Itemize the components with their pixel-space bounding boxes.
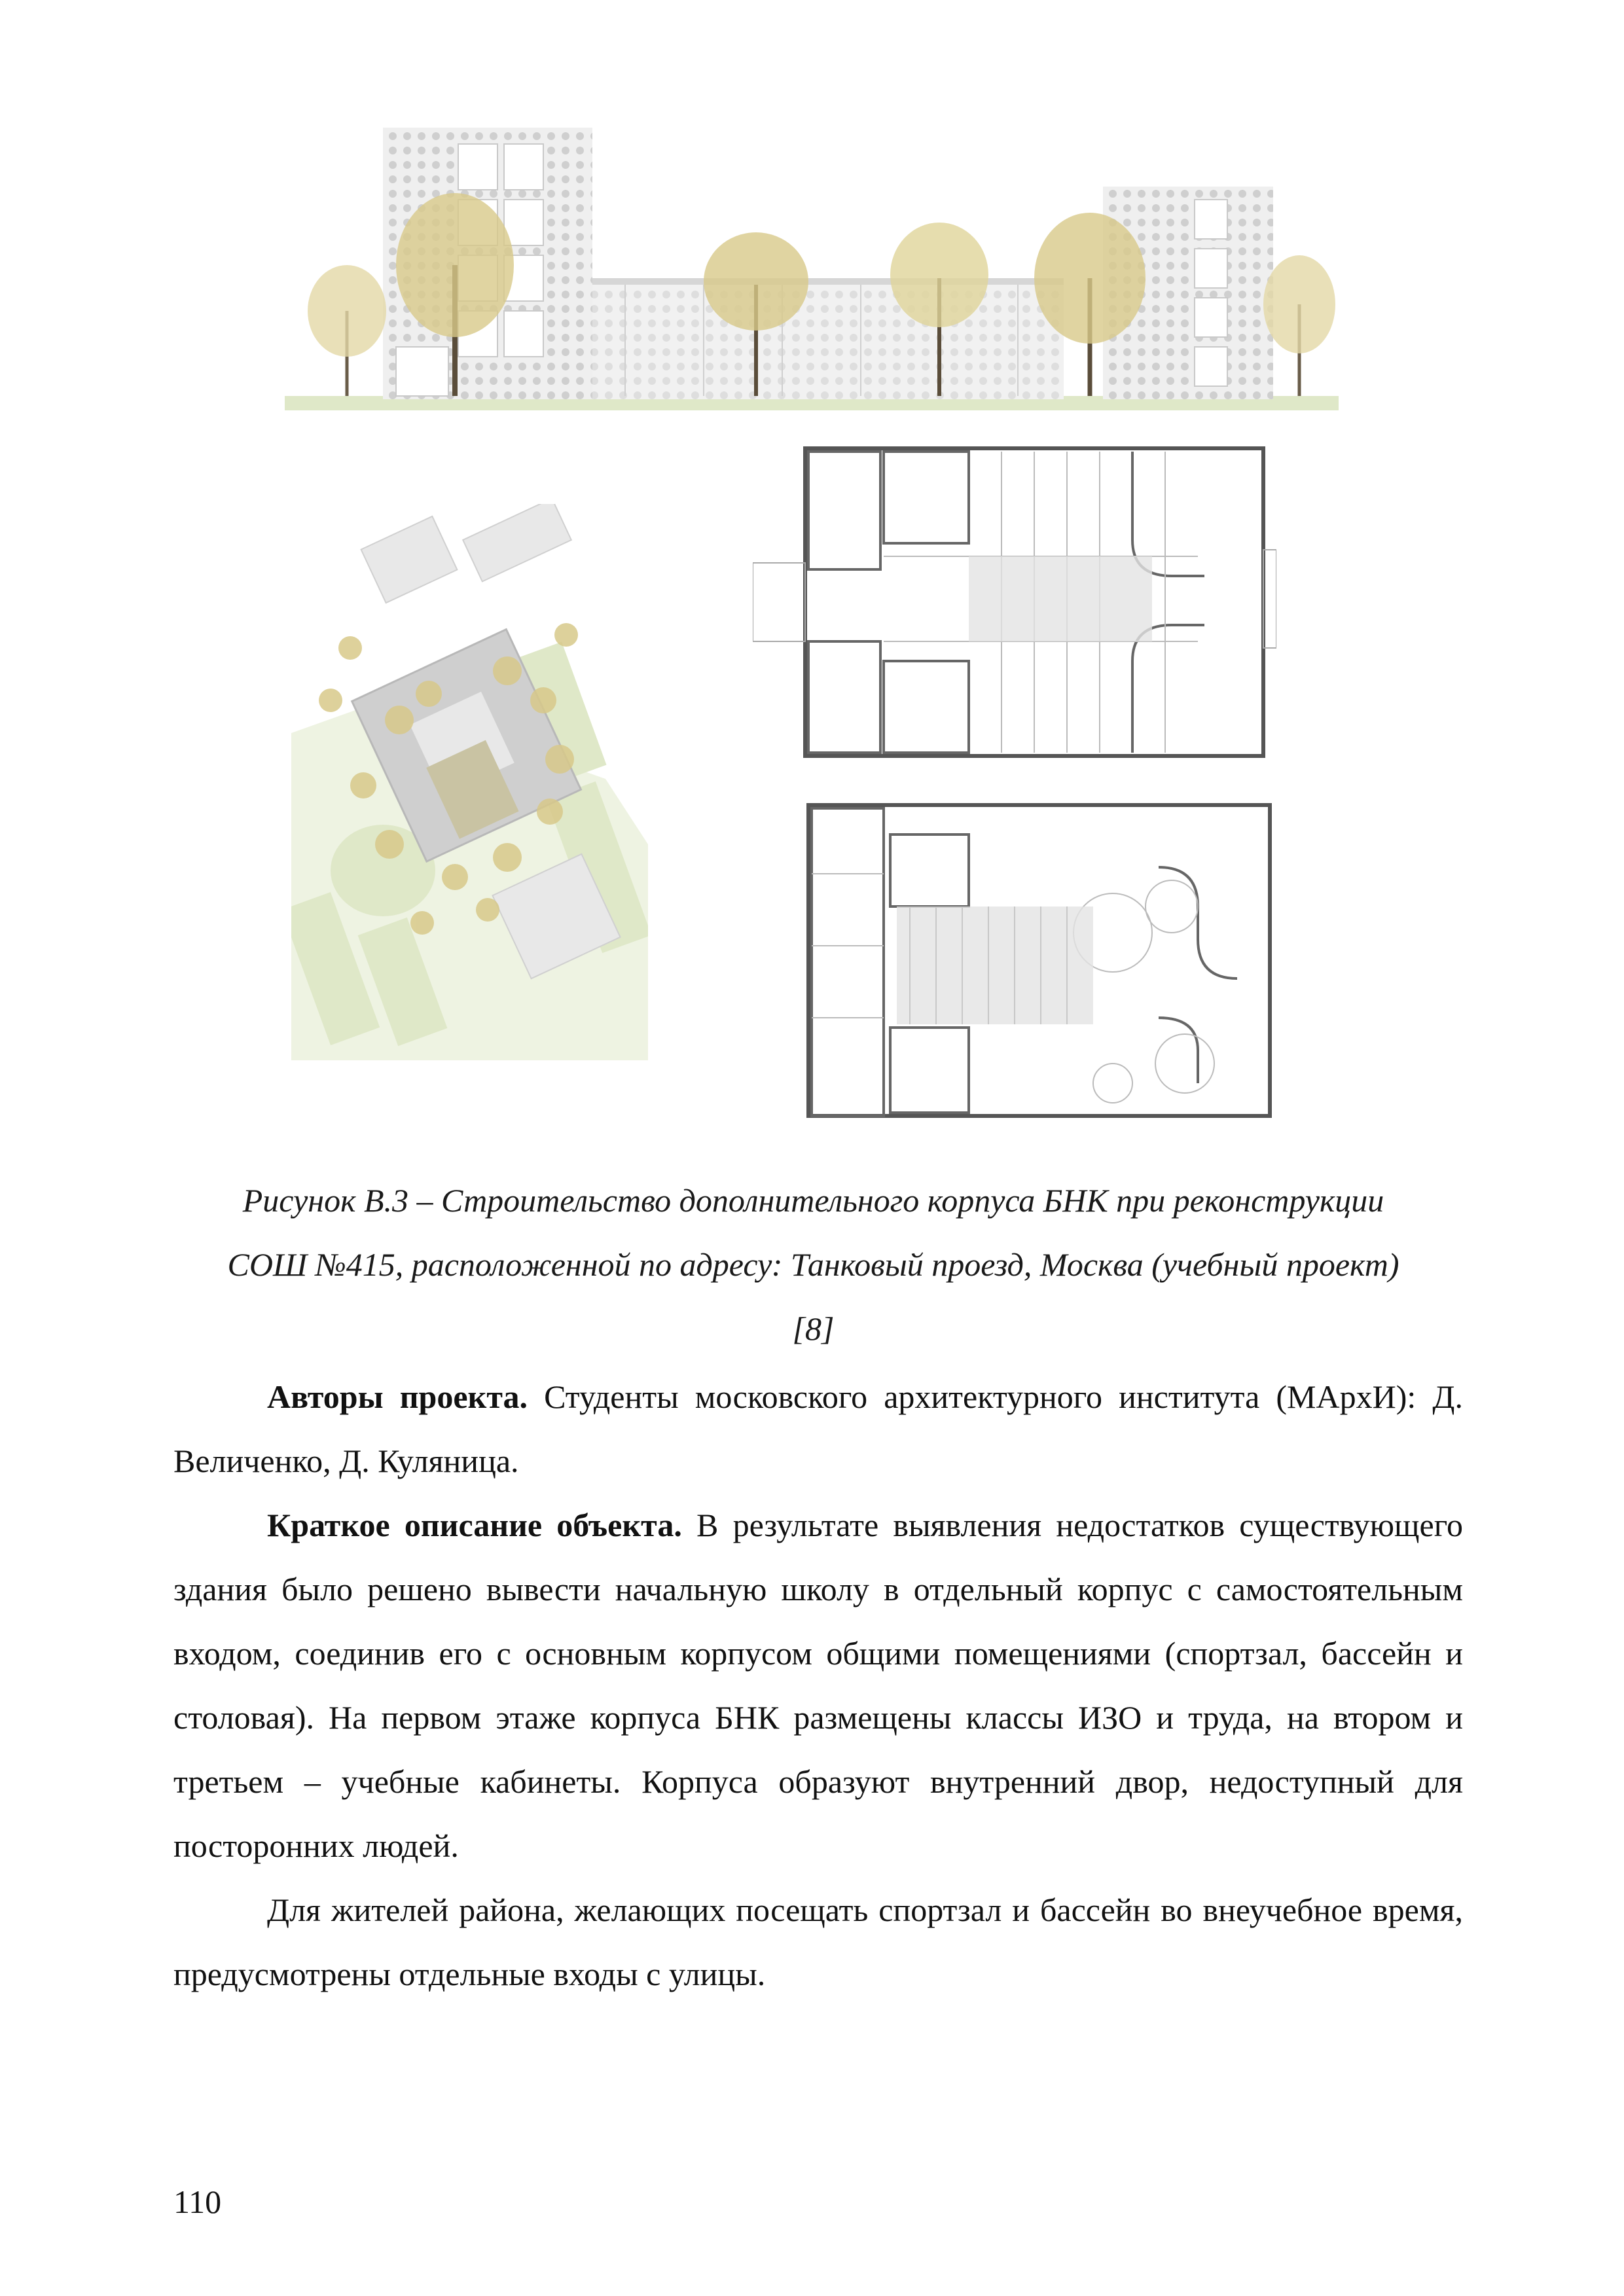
page-number: 110: [173, 2183, 222, 2220]
caption-line-1: Рисунок В.3 – Строительство дополнительного корпуса БНК при реконструкции: [242, 1182, 1384, 1219]
figure-caption: [164, 1168, 1463, 1361]
body-text: [173, 1365, 1463, 2006]
paragraph-description: [173, 1493, 1463, 1878]
paragraph-heading: Авторы проекта.: [267, 1378, 528, 1415]
caption-line-3: [8]: [792, 1310, 835, 1347]
paragraph-text: Для жителей района, желающих посещать спортзал и бассейн во внеучебное время, предусмотрены отдельные входы с улицы.: [173, 1892, 1463, 1992]
site-plan-drawing: [291, 504, 648, 1060]
caption-line-2: СОШ №415, расположенной по адресу: Танковый проезд, Москва (учебный проект): [227, 1246, 1399, 1283]
paragraph-text: Студенты московского архитектурного института (МАрхИ): Д. Величенко, Д. Куляница.: [173, 1378, 1463, 1479]
paragraph-heading: Краткое описание объекта.: [267, 1507, 682, 1543]
floor-plan-upper-drawing: [753, 445, 1276, 766]
building-elevation-drawing: [285, 115, 1339, 416]
paragraph-authors: [173, 1365, 1463, 1493]
paragraph-entrances: [173, 1878, 1463, 2006]
paragraph-text: В результате выявления недостатков существующего здания было решено вывести начальную школу в отдельный корпус с самостоятельным входом, соединив его с основным корпусом общими помещениями (спортзал, бассейн и столовая). На первом этаже корпуса БНК размещены классы ИЗО и труда, на втором и третьем – учебные кабинеты. Корпуса образуют внутренний двор, недоступный для посторонних людей.: [173, 1507, 1463, 1864]
floor-plan-lower-drawing: [805, 802, 1276, 1122]
